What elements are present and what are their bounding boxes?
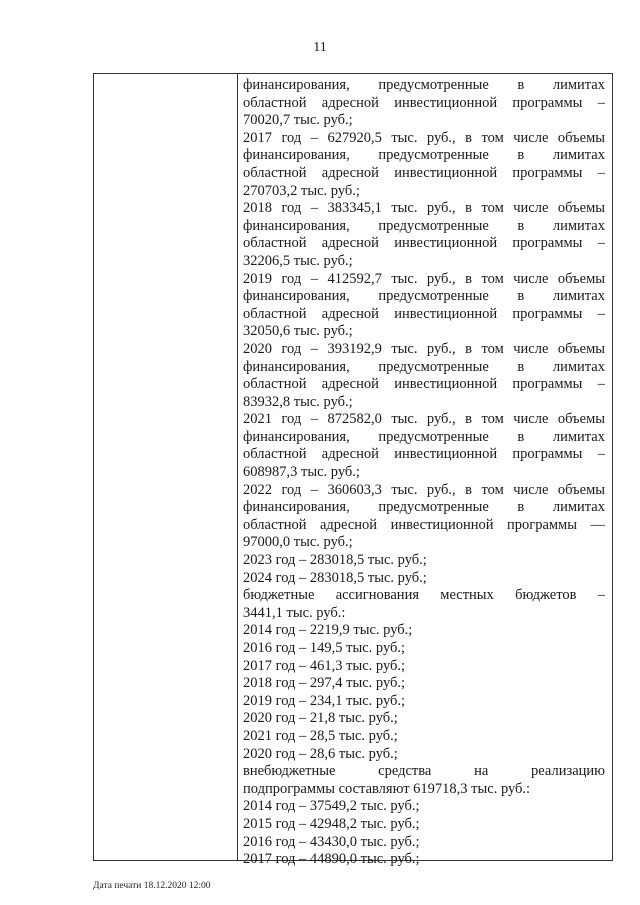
text-line: финансирования, предусмотренные в лимитах: [243, 147, 605, 164]
program-table: [93, 73, 613, 868]
text-line: 2019 год – 412592,7 тыс. руб., в том числе объемы: [243, 270, 605, 287]
text-line: финансирования, предусмотренные в лимитах: [243, 217, 605, 234]
text-line: 2023 год – 283018,5 тыс. руб.;: [243, 552, 427, 569]
table-right-cell: [243, 77, 605, 869]
text-line: областной адресной инвестиционной программы –: [243, 376, 605, 393]
text-line: 2020 год – 28,6 тыс. руб.;: [243, 745, 398, 762]
text-line: 83932,8 тыс. руб.;: [243, 393, 353, 410]
text-line: финансирования, предусмотренные в лимитах: [243, 77, 605, 93]
text-line: 608987,3 тыс. руб.;: [243, 464, 360, 481]
page-number: 11: [313, 40, 327, 55]
text-line: 2018 год – 383345,1 тыс. руб., в том числе объемы: [243, 200, 605, 217]
text-line: 2017 год – 44890,0 тыс. руб.;: [243, 851, 420, 868]
text-line: 2017 год – 461,3 тыс. руб.;: [243, 657, 406, 674]
text-line: подпрограммы составляют 619718,3 тыс. руб.:: [243, 780, 531, 797]
text-line: финансирования, предусмотренные в лимитах: [243, 499, 605, 516]
text-line: 2020 год – 393192,9 тыс. руб., в том числе объемы: [243, 340, 605, 357]
table-left-cell: [94, 74, 237, 860]
text-line: 97000,0 тыс. руб.;: [243, 534, 353, 551]
print-date-footer: Дата печати 18.12.2020 12:00: [93, 881, 211, 891]
text-line: бюджетные ассигнования местных бюджетов –: [243, 587, 605, 604]
text-line: областной адресной инвестиционной программы –: [243, 94, 605, 111]
text-line: 32206,5 тыс. руб.;: [243, 252, 353, 269]
text-line: внебюджетные средства на реализацию: [243, 763, 605, 780]
text-line: 3441,1 тыс. руб.:: [243, 604, 346, 621]
text-line: 2022 год – 360603,3 тыс. руб., в том числе объемы: [243, 481, 605, 498]
text-line: финансирования, предусмотренные в лимитах: [243, 428, 605, 445]
text-line: 2015 год – 42948,2 тыс. руб.;: [243, 815, 420, 832]
text-line: областной адресной инвестиционной программы —: [243, 516, 605, 533]
text-line: 2019 год – 234,1 тыс. руб.;: [243, 692, 406, 709]
text-line: финансирования, предусмотренные в лимитах: [243, 358, 605, 375]
text-line: областной адресной инвестиционной программы –: [243, 305, 605, 322]
text-line: 2016 год – 43430,0 тыс. руб.;: [243, 833, 420, 850]
text-line: 70020,7 тыс. руб.;: [243, 112, 353, 129]
text-line: областной адресной инвестиционной программы –: [243, 235, 605, 252]
text-line: 2014 год – 2219,9 тыс. руб.;: [243, 622, 413, 639]
text-line: 270703,2 тыс. руб.;: [243, 182, 360, 199]
text-line: 2016 год – 149,5 тыс. руб.;: [243, 640, 406, 656]
text-line: 2014 год – 37549,2 тыс. руб.;: [243, 798, 420, 815]
text-line: 2024 год – 283018,5 тыс. руб.;: [243, 569, 427, 586]
text-line: 2021 год – 28,5 тыс. руб.;: [243, 727, 398, 744]
text-line: 2021 год – 872582,0 тыс. руб., в том числе объемы: [243, 411, 605, 428]
text-line: областной адресной инвестиционной программы –: [243, 164, 605, 181]
text-line: 32050,6 тыс. руб.;: [243, 323, 353, 340]
text-line: 2018 год – 297,4 тыс. руб.;: [243, 675, 406, 692]
text-line: 2017 год – 627920,5 тыс. руб., в том числе объемы: [243, 129, 605, 146]
table-column-divider: [237, 74, 238, 860]
text-line: областной адресной инвестиционной программы –: [243, 446, 605, 463]
text-line: 2020 год – 21,8 тыс. руб.;: [243, 710, 398, 727]
text-line: финансирования, предусмотренные в лимитах: [243, 288, 605, 305]
